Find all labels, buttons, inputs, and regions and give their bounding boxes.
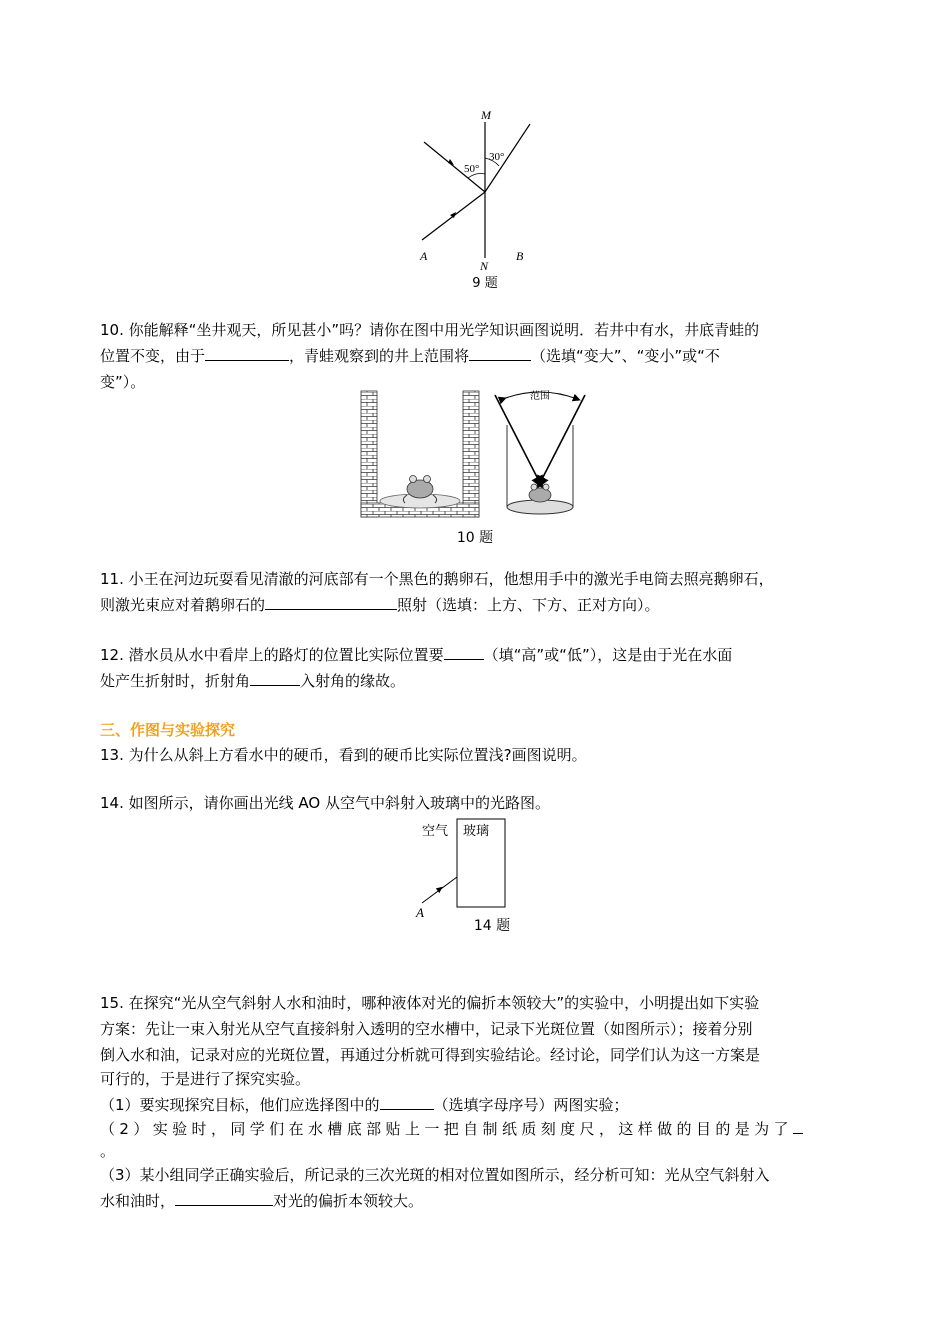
label-b: B (516, 249, 524, 263)
q12-text-c: 处产生折射时，折射角 (100, 672, 251, 690)
q15-sub3-text-a: 水和油时， (100, 1192, 176, 1210)
question-10-line2 (100, 343, 852, 369)
ray-left-in (495, 395, 540, 483)
q15-sub1-text-b: （选填字母序号）两图实验； (433, 1096, 629, 1114)
figure-9-caption: 9 题 (472, 276, 498, 291)
ray-right-in (540, 395, 585, 483)
q11-text-a: 则激光束应对着鹅卵石的 (100, 596, 266, 614)
section-3-title: 三、作图与实验探究 (100, 721, 236, 739)
question-14: 14. 如图所示，请你画出光线 AO 从空气中斜射入玻璃中的光路图。 (100, 794, 550, 812)
label-m: M (481, 108, 491, 122)
q12-text-d: 入射角的缘故。 (300, 672, 406, 690)
q15-sub3-text-b: 对光的偏折本领较大。 (273, 1192, 424, 1210)
question-15-line2: 方案：先让一束入射光从空气直接斜射入透明的空水槽中，记录下光斑位置（如图所示）；接着分别 (100, 1020, 753, 1038)
well-wall-right (463, 391, 479, 517)
q15-blank-2[interactable] (793, 1116, 803, 1134)
question-15-sub2-end: 。 (100, 1142, 116, 1160)
q10-text-a: 位置不变，由于 (100, 347, 206, 365)
question-15-sub3-line2 (100, 1188, 852, 1214)
q11-text-b: 照射（选填：上方、下方、正对方向）。 (397, 596, 660, 614)
q10-text-c: （选填“变大”、“变小”或“不 (531, 347, 720, 365)
figure-9-diagram (410, 108, 545, 273)
frog-icon-2 (529, 484, 551, 502)
q15-sub1-text-a: （1）要实现探究目标，他们应选择图中的 (100, 1096, 380, 1114)
glass-label: 玻璃 (463, 824, 490, 839)
question-15-line3: 倒入水和油，记录对应的光斑位置，再通过分析就可得到实验结论。经讨论，同学们认为这一方案是 (100, 1046, 761, 1064)
q12-blank-2[interactable] (250, 668, 300, 686)
figure-10-caption: 10 题 (456, 530, 494, 546)
question-10-line3: 变”）。 (100, 373, 146, 391)
question-15-sub3-line1: （3）某小组同学正确实验后，所记录的三次光斑的相对位置如图所示，经分析可知：光从空气斜射入 (100, 1166, 770, 1184)
question-12-line2 (100, 668, 852, 694)
label-n: N (480, 259, 489, 273)
range-label: 范围 (530, 391, 550, 402)
question-15-line1: 15. 在探究“光从空气斜射人水和油时，哪种液体对光的偏折本领较大”的实验中，小明提出如下实验 (100, 994, 760, 1012)
question-11-line1: 11. 小王在河边玩耍看见清澈的河底部有一个黑色的鹅卵石，他想用手中的激光手电筒去照亮鹅卵石， (100, 570, 774, 588)
q11-blank[interactable] (265, 592, 397, 610)
question-15-line4: 可行的，于是进行了探究实验。 (100, 1070, 311, 1088)
label-a: A (420, 249, 428, 263)
q10-text-b: ，青蛙观察到的井上范围将 (289, 347, 470, 365)
angle-label-50: 50° (464, 163, 480, 175)
label-a: A (416, 905, 424, 920)
q12-text-b: （填“高”或“低”），这是由于光在水面 (483, 646, 733, 664)
question-12-line1 (100, 642, 852, 668)
figure-10-diagram (355, 385, 600, 525)
angle-label-30: 30° (489, 151, 505, 163)
well-wall-left (361, 391, 377, 517)
figure-14-caption: 14 题 (473, 918, 511, 934)
q12-blank-1[interactable] (444, 642, 484, 660)
q10-blank-1[interactable] (205, 343, 289, 361)
question-11-line2 (100, 592, 852, 618)
question-15-sub1 (100, 1092, 852, 1118)
q15-sub2-text: （2）实验时，同学们在水槽底部贴上一把自制纸质刻度尺，这样做的目的是为了 (100, 1120, 793, 1138)
question-13: 13. 为什么从斜上方看水中的硬币，看到的硬币比实际位置浅?画图说明。 (100, 746, 587, 764)
question-10-line1: 10. 你能解释“坐井观天，所见甚小”吗？请你在图中用光学知识画图说明．若井中有水，井底青蛙的 (100, 321, 760, 339)
q15-blank-1[interactable] (380, 1092, 434, 1110)
q15-blank-3[interactable] (175, 1188, 273, 1206)
air-label: 空气 (422, 824, 449, 839)
q12-text-a: 12. 潜水员从水中看岸上的路灯的位置比实际位置要 (100, 646, 444, 664)
q10-blank-2[interactable] (469, 343, 531, 361)
